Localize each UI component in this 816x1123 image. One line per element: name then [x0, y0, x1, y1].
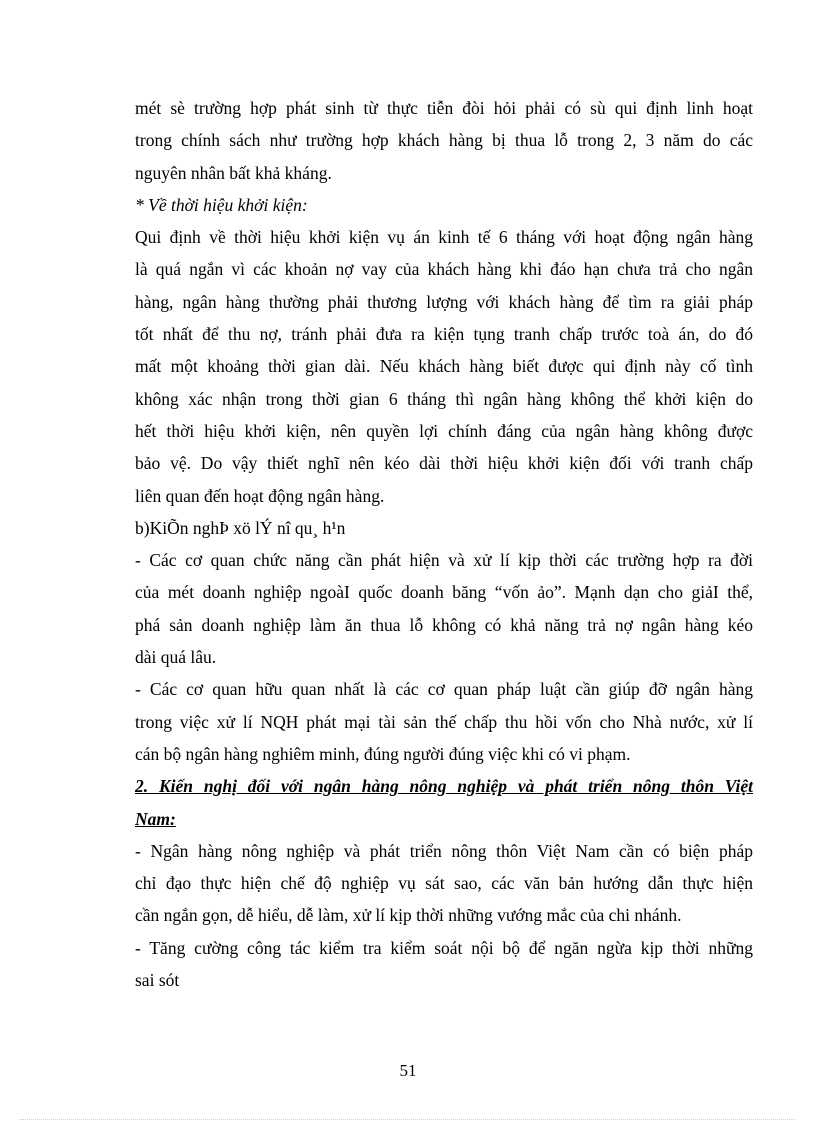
text-line: bảo vệ. Do vậy thiết nghĩ nên kéo dài thời hiệu khởi kiện đối với tranh chấp — [135, 453, 753, 474]
text-line: của mét doanh nghiệp ngoàI quốc doanh băng “vốn ảo”. Mạnh dạn cho giảI thể, — [135, 582, 753, 603]
text-line: - Ngân hàng nông nghiệp và phát triển nông thôn Việt Nam cần có biện pháp — [135, 840, 753, 861]
text-line: hàng, ngân hàng thường phải thương lượng với khách hàng để tìm ra giải pháp — [135, 291, 753, 312]
text-line: trong chính sách như trường hợp khách hàng bị thua lỗ trong 2, 3 năm do các — [135, 130, 753, 151]
text-line: mất một khoảng thời gian dài. Nếu khách hàng biết được qui định này cố tình — [135, 356, 753, 377]
text-line: tốt nhất để thu nợ, tránh phải đưa ra kiện tụng tranh chấp trước toà án, do đó — [135, 324, 753, 345]
body-text — [135, 92, 753, 996]
text-line: hết thời hiệu khởi kiện, nên quyền lợi chính đáng của ngân hàng không được — [135, 420, 753, 441]
text-line: - Tăng cường công tác kiểm tra kiểm soát nội bộ để ngăn ngừa kịp thời những — [135, 937, 753, 958]
text-line: phá sản doanh nghiệp làm ăn thua lỗ không có khả năng trả nợ ngân hàng kéo — [135, 614, 753, 635]
text-line: - Các cơ quan chức năng cần phát hiện và xử lí kịp thời các trường hợp ra đời — [135, 550, 753, 571]
text-line: trong việc xử lí NQH phát mại tài sản thế chấp thu hồi vốn cho Nhà nước, xử lí — [135, 711, 753, 732]
text-line: dài quá lâu. — [135, 647, 217, 668]
section-subheading: * Về thời hiệu khởi kiện: — [135, 194, 308, 215]
text-line: Qui định về thời hiệu khởi kiện vụ án kinh tế 6 tháng với hoạt động ngân hàng — [135, 227, 753, 248]
text-line: chỉ đạo thực hiện chế độ nghiệp vụ sát sao, các văn bản hướng dẫn thực hiện — [135, 873, 753, 894]
text-line: không xác nhận trong thời gian 6 tháng thì ngân hàng không thể khởi kiện do — [135, 388, 753, 409]
text-line: sai sót — [135, 970, 180, 991]
text-line: là quá ngắn vì các khoản nợ vay của khách hàng khi đáo hạn chưa trả cho ngân — [135, 259, 753, 280]
section-subheading: b)KiÕn nghÞ xö lÝ nî qu¸ h¹n — [135, 517, 346, 538]
section-heading: Nam: — [135, 808, 176, 829]
text-line: mét sè trường hợp phát sinh từ thực tiễn đòi hỏi phải có sù qui định linh hoạt — [135, 98, 753, 118]
text-line: cán bộ ngân hàng nghiêm minh, đúng người đúng việc khi có vi phạm. — [135, 743, 631, 764]
text-line: - Các cơ quan hữu quan nhất là các cơ quan pháp luật cần giúp đỡ ngân hàng — [135, 679, 753, 700]
text-line: cần ngắn gọn, dễ hiểu, dễ làm, xử lí kịp thời những vướng mắc của chi nhánh. — [135, 905, 682, 926]
section-heading: 2. Kiến nghị đối với ngân hàng nông nghiệp và phát triển nông thôn Việt — [135, 776, 753, 797]
footer-divider — [20, 1119, 796, 1120]
text-line: liên quan đến hoạt động ngân hàng. — [135, 485, 385, 506]
page-number: 51 — [399, 1061, 417, 1080]
text-line: nguyên nhân bất khả kháng. — [135, 162, 332, 183]
